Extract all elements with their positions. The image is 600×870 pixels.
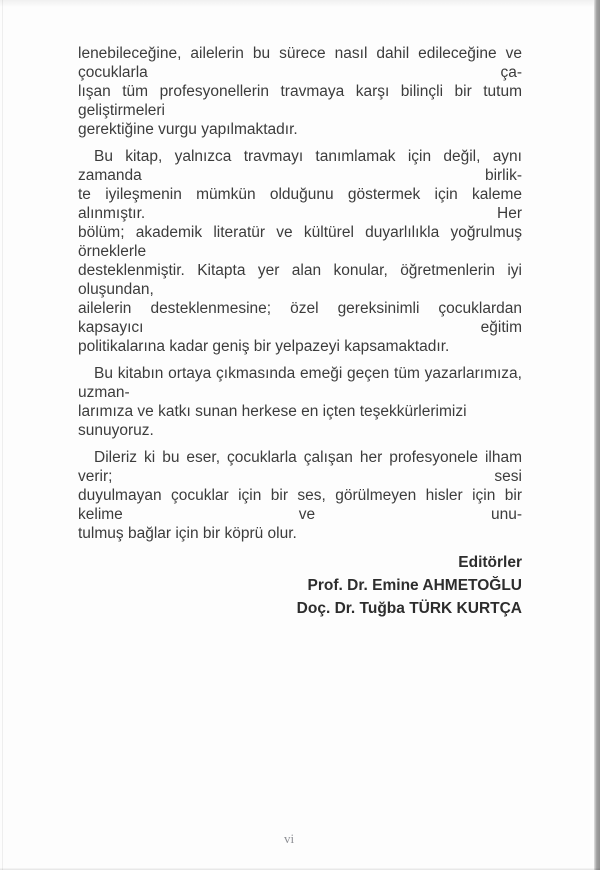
- text-line: Dileriz ki bu eser, çocuklarla çalışan her profesyonele ilham verir; sesi: [78, 449, 522, 485]
- editors-title: Editörler: [458, 554, 522, 571]
- paragraph: [78, 364, 522, 440]
- editor-name: Prof. Dr. Emine AHMETOĞLU: [307, 577, 522, 594]
- text-line: desteklenmiştir. Kitapta yer alan konular, öğretmenlerin iyi oluşundan,: [78, 262, 522, 298]
- text-line: bölüm; akademik literatür ve kültürel duyarlılıkla yoğrulmuş örneklerle: [78, 224, 522, 260]
- text-line: lenebileceğine, ailelerin bu sürece nasıl dahil edileceğine ve çocuklarla ça-: [78, 45, 522, 81]
- page-number: vi: [283, 831, 295, 846]
- text-line: politikalarına kadar geniş bir yelpazeyi kapsamaktadır.: [78, 338, 450, 355]
- paragraph: [78, 44, 522, 139]
- text-line: ailelerin desteklenmesine; özel gereksinimli çocuklardan kapsayıcı eğitim: [78, 300, 522, 336]
- text-line: Bu kitap, yalnızca travmayı tanımlamak için değil, aynı zamanda birlik-: [78, 148, 522, 184]
- text-line: larımıza ve katkı sunan herkese en içten teşekkürlerimizi sunuyoruz.: [78, 403, 467, 439]
- text-line: duyulmayan çocuklar için bir ses, görülmeyen hisler için bir kelime ve unu-: [78, 487, 522, 523]
- text-line: tulmuş bağlar için bir köprü olur.: [78, 525, 297, 542]
- text-line: te iyileşmenin mümkün olduğunu göstermek için kaleme alınmıştır. Her: [78, 186, 522, 222]
- scan-edge-left: [2, 0, 3, 870]
- page-content: [78, 44, 522, 620]
- paragraph: [78, 448, 522, 543]
- scan-edge-top: [0, 0, 600, 7]
- text-line: lışan tüm profesyonellerin travmaya karşı bilinçli bir tutum geliştirmeleri: [78, 83, 522, 119]
- editor-name: Doç. Dr. Tuğba TÜRK KURTÇA: [296, 600, 522, 617]
- text-line: gerektiğine vurgu yapılmaktadır.: [78, 121, 298, 138]
- paragraph: [78, 147, 522, 356]
- editors-block: [78, 551, 522, 620]
- scan-edge-right: [594, 0, 600, 870]
- text-line: Bu kitabın ortaya çıkmasında emeği geçen tüm yazarlarımıza, uzman-: [78, 365, 522, 401]
